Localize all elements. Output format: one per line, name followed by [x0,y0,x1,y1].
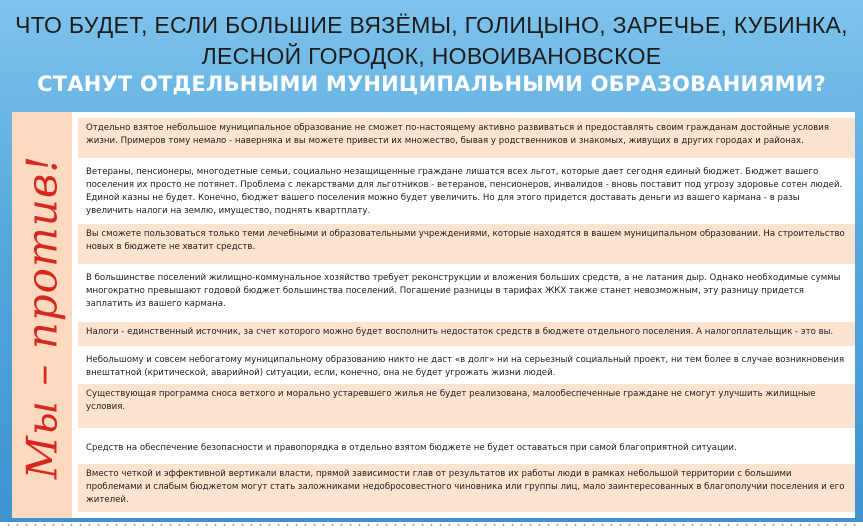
headline-question: СТАНУТ ОТДЕЛЬНЫМИ МУНИЦИПАЛЬНЫМИ ОБРАЗОВАНИЯМИ? [37,72,826,96]
argument-item-5: Налоги - единственный источник, за счет которого можно будет восполнить недостаток средств в бюджете отдельного поселения. А налогоплательщик - это вы. [78,322,855,346]
cut-text-dots [4,523,859,527]
argument-item-1: Отдельно взятое небольшое муниципальное образование не сможет по-настоящему активно развиваться и предоставлять своим гражданам достойные условия жизни. Примеров тому немало - наверняка и вы можете привести их множество, бывая у родственников и знакомых, живущих в других городах и районах. [78,118,855,158]
argument-item-3: Вы сможете пользоваться только теми лечебными и образовательными учреждениями, которые находятся в вашем муниципальном образовании. На строительство новых в бюджете не хватит средств. [78,224,855,264]
argument-item-4: В большинстве поселений жилищно-коммунальное хозяйство требует реконструкции и вложения больших средств, а не латания дыр. Однако необходимые суммы многократно превышают годовой бюджет большинства поселений. Погашение разницы в тарифах ЖКХ также станет невозможным, эту разницу придется заплатить из вашего кармана. [86,273,841,309]
argument-item-7: Существующая программа сноса ветхого и морально устаревшего жилья не будет реализована, малообеспеченные граждане не смогут улучшить жилищные условия. [78,384,855,428]
bottom-cut-strip [0,522,863,530]
side-slogan-panel [12,112,72,518]
content-panel [12,112,855,518]
headline-line-1: ЧТО БУДЕТ, ЕСЛИ БОЛЬШИЕ ВЯЗЁМЫ, ГОЛИЦЫНО, ЗАРЕЧЬЕ, КУБИНКА, [15,12,848,38]
argument-list [78,118,855,514]
headline-line-2: ЛЕСНОЙ ГОРОДОК, НОВОИВАНОВСКОЕ [201,43,662,69]
argument-item-6: Небольшому и совсем небогатому муниципальному образованию никто не даст «в долг» ни на серьезный социальный проект, ни тем более в случае возникновения внештатной (критической, аварийной) ситуации, если, конечно, она не будет угрожать жизни людей. [86,355,845,378]
argument-item-8: Средств на обеспечение безопасности и правопорядка в отдельно взятом бюджете не будет оставаться при самой благоприятной ситуации. [86,443,737,453]
leaflet-header [0,0,863,112]
argument-item-9: Вместо четкой и эффективной вертикали власти, прямой зависимости глав от результатов их работы люди в рамках небольшой территории с большими проблемами и слабым бюджетом могут стать заложниками недобросовестного чиновника или группы лиц, мало заинтересованных в благополучии поселения и его жителей. [78,464,855,512]
argument-item-2: Ветераны, пенсионеры, многодетные семьи, социально незащищенные граждане лишатся всех льгот, которые дает сегодня единый бюджет. Бюджет вашего поселения их просто не потянет. Проблема с лекарствами для льготников - ветеранов, пенсионеров, инвалидов - вновь поставит под угрозу здоровье сотен людей. Единой казны не будет. Конечно, бюджет вашего поселения можно будет увеличить. Но для этого придется доставать деньги из вашего кармана - в разы увеличить налоги на землю, имущество, поднять квартплату. [86,167,843,216]
side-slogan: Мы – против! [17,154,67,480]
